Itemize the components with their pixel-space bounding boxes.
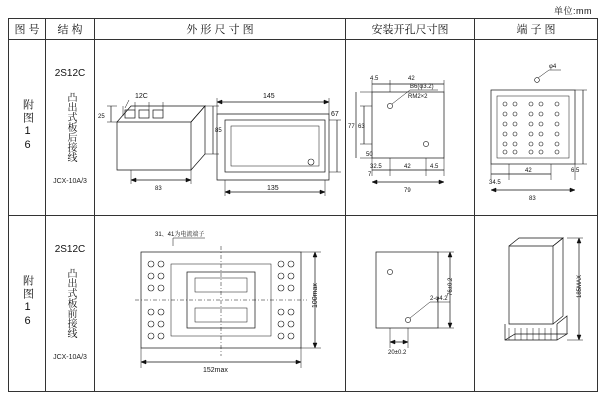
svg-text:20±0.2: 20±0.2 <box>388 350 407 356</box>
svg-text:67: 67 <box>331 111 339 118</box>
row2-structure-sub: JCX-10A/3 <box>53 353 87 361</box>
svg-text:12C: 12C <box>135 93 148 100</box>
row1-terminal-drawing <box>475 40 598 216</box>
svg-text:6.5: 6.5 <box>571 168 580 174</box>
unit-note: 单位:mm <box>554 6 592 16</box>
svg-text:42: 42 <box>525 168 532 174</box>
row2-drawing-no <box>9 216 46 392</box>
svg-text:145: 145 <box>263 93 275 100</box>
svg-text:4.5: 4.5 <box>430 164 439 170</box>
row1-drawing-no-text: 附图16 <box>21 98 34 153</box>
row2-structure-name: 凸出式板前接线 <box>65 267 76 338</box>
row1-structure-name: 凸出式板后接线 <box>65 91 76 162</box>
svg-text:φ4: φ4 <box>549 64 557 70</box>
svg-text:34.5: 34.5 <box>489 180 501 186</box>
row1-structure-sub: JCX-10A/3 <box>53 177 87 185</box>
row2-outline-drawing <box>95 216 346 392</box>
svg-text:50: 50 <box>366 152 373 158</box>
svg-text:76±0.2: 76±0.2 <box>448 277 454 296</box>
header-mounting-cutout: 安装开孔尺寸图 <box>346 19 475 40</box>
header-outline-drawing: 外 形 尺 寸 图 <box>95 19 346 40</box>
svg-text:152max: 152max <box>203 367 228 374</box>
svg-text:77: 77 <box>348 124 355 130</box>
svg-text:42: 42 <box>404 164 411 170</box>
svg-text:100max: 100max <box>312 283 319 308</box>
svg-text:25: 25 <box>98 114 105 120</box>
table-header-row <box>9 19 598 40</box>
row2-drawing-no-text: 附图16 <box>21 274 34 329</box>
header-structure: 结 构 <box>46 19 95 40</box>
row1-drawing-no <box>9 40 46 216</box>
svg-text:RM2×2: RM2×2 <box>408 94 428 100</box>
header-drawing-no: 图 号 <box>9 19 46 40</box>
svg-text:83: 83 <box>155 186 162 192</box>
outline-dimension-table <box>8 18 598 392</box>
table-row <box>9 216 598 392</box>
row2-terminal-drawing <box>475 216 598 392</box>
row1-structure-code: 2S12C <box>54 67 86 79</box>
svg-text:185MAX: 185MAX <box>577 274 583 298</box>
svg-text:B6(φ3.2): B6(φ3.2) <box>410 84 434 90</box>
svg-text:4.5: 4.5 <box>370 76 379 82</box>
svg-text:31、41为电流端子: 31、41为电流端子 <box>155 232 205 238</box>
header-terminal-drawing: 端 子 图 <box>475 19 598 40</box>
svg-text:85: 85 <box>215 128 222 134</box>
svg-text:2-φ4.2: 2-φ4.2 <box>430 296 448 302</box>
svg-text:42: 42 <box>408 76 415 82</box>
row2-structure <box>46 216 95 392</box>
svg-text:63: 63 <box>358 124 365 130</box>
table-row <box>9 40 598 216</box>
svg-text:79: 79 <box>404 188 411 194</box>
row1-mounting-cutout <box>346 40 475 216</box>
row2-structure-code: 2S12C <box>54 243 86 255</box>
svg-text:83: 83 <box>529 196 536 202</box>
svg-text:7: 7 <box>368 172 372 178</box>
row2-mounting-cutout <box>346 216 475 392</box>
row1-outline-drawing <box>95 40 346 216</box>
row1-structure <box>46 40 95 216</box>
svg-text:32.5: 32.5 <box>370 164 382 170</box>
svg-text:135: 135 <box>267 185 279 192</box>
